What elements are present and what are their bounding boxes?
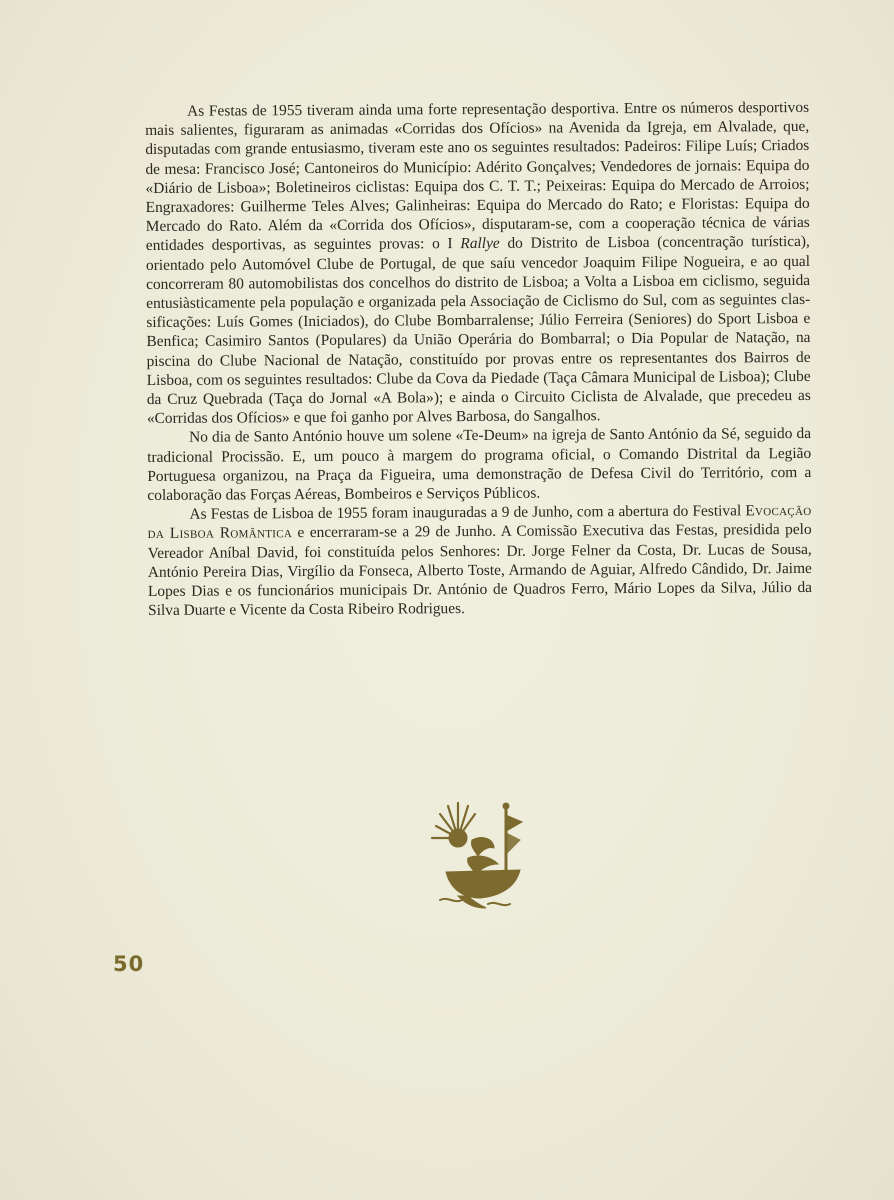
paragraph-inauguration — [147, 501, 812, 620]
text-segment: As Festas de Lisboa de 1955 foram inauguradas a 9 de Junho, com a abertura do Festival — [189, 502, 746, 524]
rallye-italic: Rallye — [460, 235, 500, 253]
text-segment: No dia de Santo António houve um solene «Te-Deum» na igreja de Santo António da Sé, seguido da tradicional Procissão. E, um pouco à margem do programa oficial, o Comando Distrital da Legião Portuguesa organizou, na Praça da Figueira, uma demonstração de Defesa Civil do Território, com a colaboração das Forças Aéreas, Bombeiros e Serviços Públicos. — [147, 425, 812, 505]
paragraph-sports — [145, 98, 811, 429]
text-segment: As Festas de 1955 tiveram ainda uma forte representação desportiva. Entre os números desportivos mais salientes, figuraram as animadas «Corridas dos Ofícios» na Avenida da Igreja, em Alvalade, que, disputadas com grande entusiasmo, tiveram este ano os seguintes resultados: Padeiros: Filipe Luís; Criados de mesa: Francisco José; Cantoneiros do Município: Adérito Gonçalves; Vendedores de jornais: Equipa do «Diário de Lisboa»; Boletineiros ciclistas: Equipa dos C. T. T.; Peixeiras: Equipa do Mercado de Arroios; Engraxadores: Guilherme Teles Alves; Galinheiras: Equipa do Mercado do Rato; e Floristas: Equipa do Mercado do Rato. Além da «Corrida dos Ofícios», disputaram-se, com a cooperação técnica de várias entidades desportivas, as seguintes provas: o I — [145, 98, 810, 255]
paragraph-santo-antonio — [147, 424, 811, 505]
text-segment: do Distrito de Lisboa (concentração turística), orientado pelo Automóvel Clube de Portugal, de que saíu vencedor Joaquim Filipe Nogueira, e ao qual concorreram 80 automobilistas dos concelhos do distrito de Lisboa; a Volta a Lisboa em ciclismo, seguida entusiàsticamente pela população e organizada pela Associação de Ciclismo do Sul, com as seguintes classificações: Luís Gomes (Iniciados), do Clube Bombarralense; Júlio Ferreira (Seniores) do Sport Lisboa e Benfica; Casimiro Santos (Populares) da União Operária do Bombarral; o Dia Popular de Natação, na piscina do Clube Nacional de Natação, constituído por provas entre os representantes dos Bairros de Lisboa, com os seguintes resultados: Clube da Cova da Piedade (Taça Câmara Municipal de Lisboa); Clube da Cruz Quebrada (Taça do Jornal «A Bola»); e ainda o Circuito Ciclista de Alvalade, que precedeu as «Corridas dos Ofícios» e que foi ganho por Alves Barbosa, do Sangalhos. — [145, 233, 811, 428]
text-segment: e encerraram-se a 29 de Junho. A Comissão Executiva das Festas, presidida pelo Vereador Aníbal David, foi constituída pelos Senhores: Dr. Jorge Felner da Costa, Dr. Lucas de Sousa, António Pereira Dias, Virgílio da Fonseca, Alberto Toste, Armando de Aguiar, Alfredo Cândido, Dr. Jaime Lopes Dias e os funcionários municipais Dr. António de Quadros Ferro, Mário Lopes da Silva, Júlio da Silva Duarte e Vicente da Costa Ribeiro Rodrigues. — [147, 521, 813, 620]
body-text — [145, 98, 812, 621]
lisbon-ship-raven-emblem-icon — [428, 800, 528, 910]
page-number: 50 — [113, 952, 145, 976]
festival-name-smallcaps: Evocação da Lisboa Romântica — [147, 502, 812, 543]
